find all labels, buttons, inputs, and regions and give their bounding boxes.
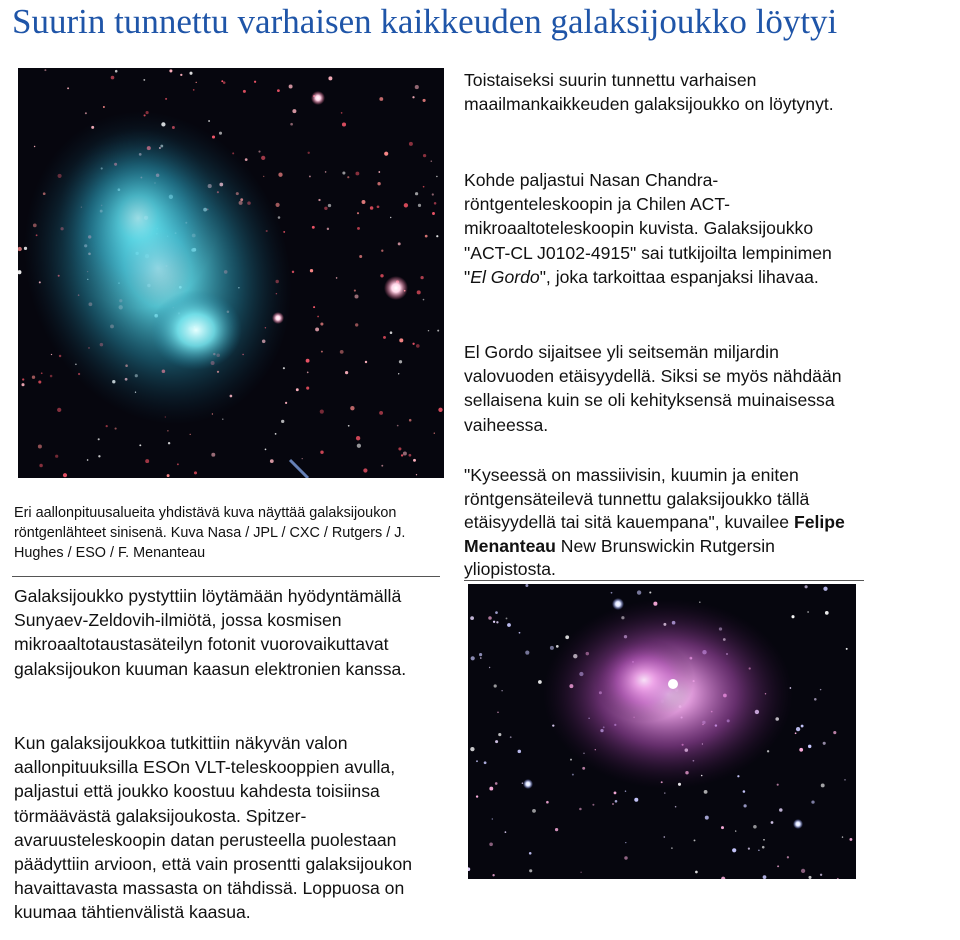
composition-paragraph: Kun galaksijoukkoa tutkittiin näkyvän valon aallonpituuksilla ESOn VLT-teleskooppien avulla, paljastui että joukko koostuu kahdesta toisiinsa törmäävästä galaksijoukosta. Spitzer-avaruusteleskoopin datan perusteella puolestaan päädyttiin arvioon, että vain prosentti galaksijoukon havaittavasta massasta on tähdissä. Loppuosa on kuumaa tähtienvälistä kaasua.	[14, 733, 413, 923]
galaxy-cluster-xray-photo	[18, 68, 444, 478]
distance-paragraph: El Gordo sijaitsee yli seitsemän miljardin valovuoden etäisyydellä. Siksi se myös nähdään sellaisena kuin se oli kehityksensä muinaisessa vaiheessa.	[464, 342, 842, 435]
nickname-italic: El Gordo	[470, 266, 540, 287]
quote-paragraph: "Kyseessä on massiivisin, kuumin ja eniten röntgensäteilevä tunnettu galaksijoukko tällä etäisyydellä tai sitä kauempana", kuvailee Felipe Menanteau New Brunswickin Rutgersin yliopistosta.	[464, 465, 845, 579]
quoted-person-name: Felipe Menanteau	[464, 512, 845, 556]
photo-caption: Eri aallonpituusalueita yhdistävä kuva näyttää galaksijoukon röntgenlähteet sinisenä. Kuva Nasa / JPL / CXC / Rutgers / J. Hughes / ESO / F. Menanteau	[14, 505, 406, 561]
method-paragraph: Galaksijoukko pystyttiin löytämään hyödyntämällä Sunyaev-Zeldovih-ilmiötä, jossa kosmisen mikroaaltotaustasäteilyn fotonit vuorovaikuttavat galaksijoukon kuuman kaasun elektronien kanssa.	[14, 586, 407, 679]
article-title: Suurin tunnettu varhaisen kaikkeuden galaksijoukko löytyi	[12, 2, 838, 41]
galaxy-cluster-optical-photo	[468, 584, 856, 879]
intro-paragraph: Toistaiseksi suurin tunnettu varhaisen maailmankaikkeuden galaksijoukko on löytynyt.	[464, 70, 834, 115]
quote-divider	[464, 580, 864, 581]
discovery-paragraph: Kohde paljastui Nasan Chandra-röntgenteleskoopin ja Chilen ACT-mikroaaltoteleskoopin kuvista. Galaksijoukko "ACT-CL J0102-4915" sai tutkijoilta lempinimen "El Gordo", joka tarkoittaa espanjaksi lihavaa.	[464, 170, 832, 287]
caption-divider	[12, 576, 440, 577]
